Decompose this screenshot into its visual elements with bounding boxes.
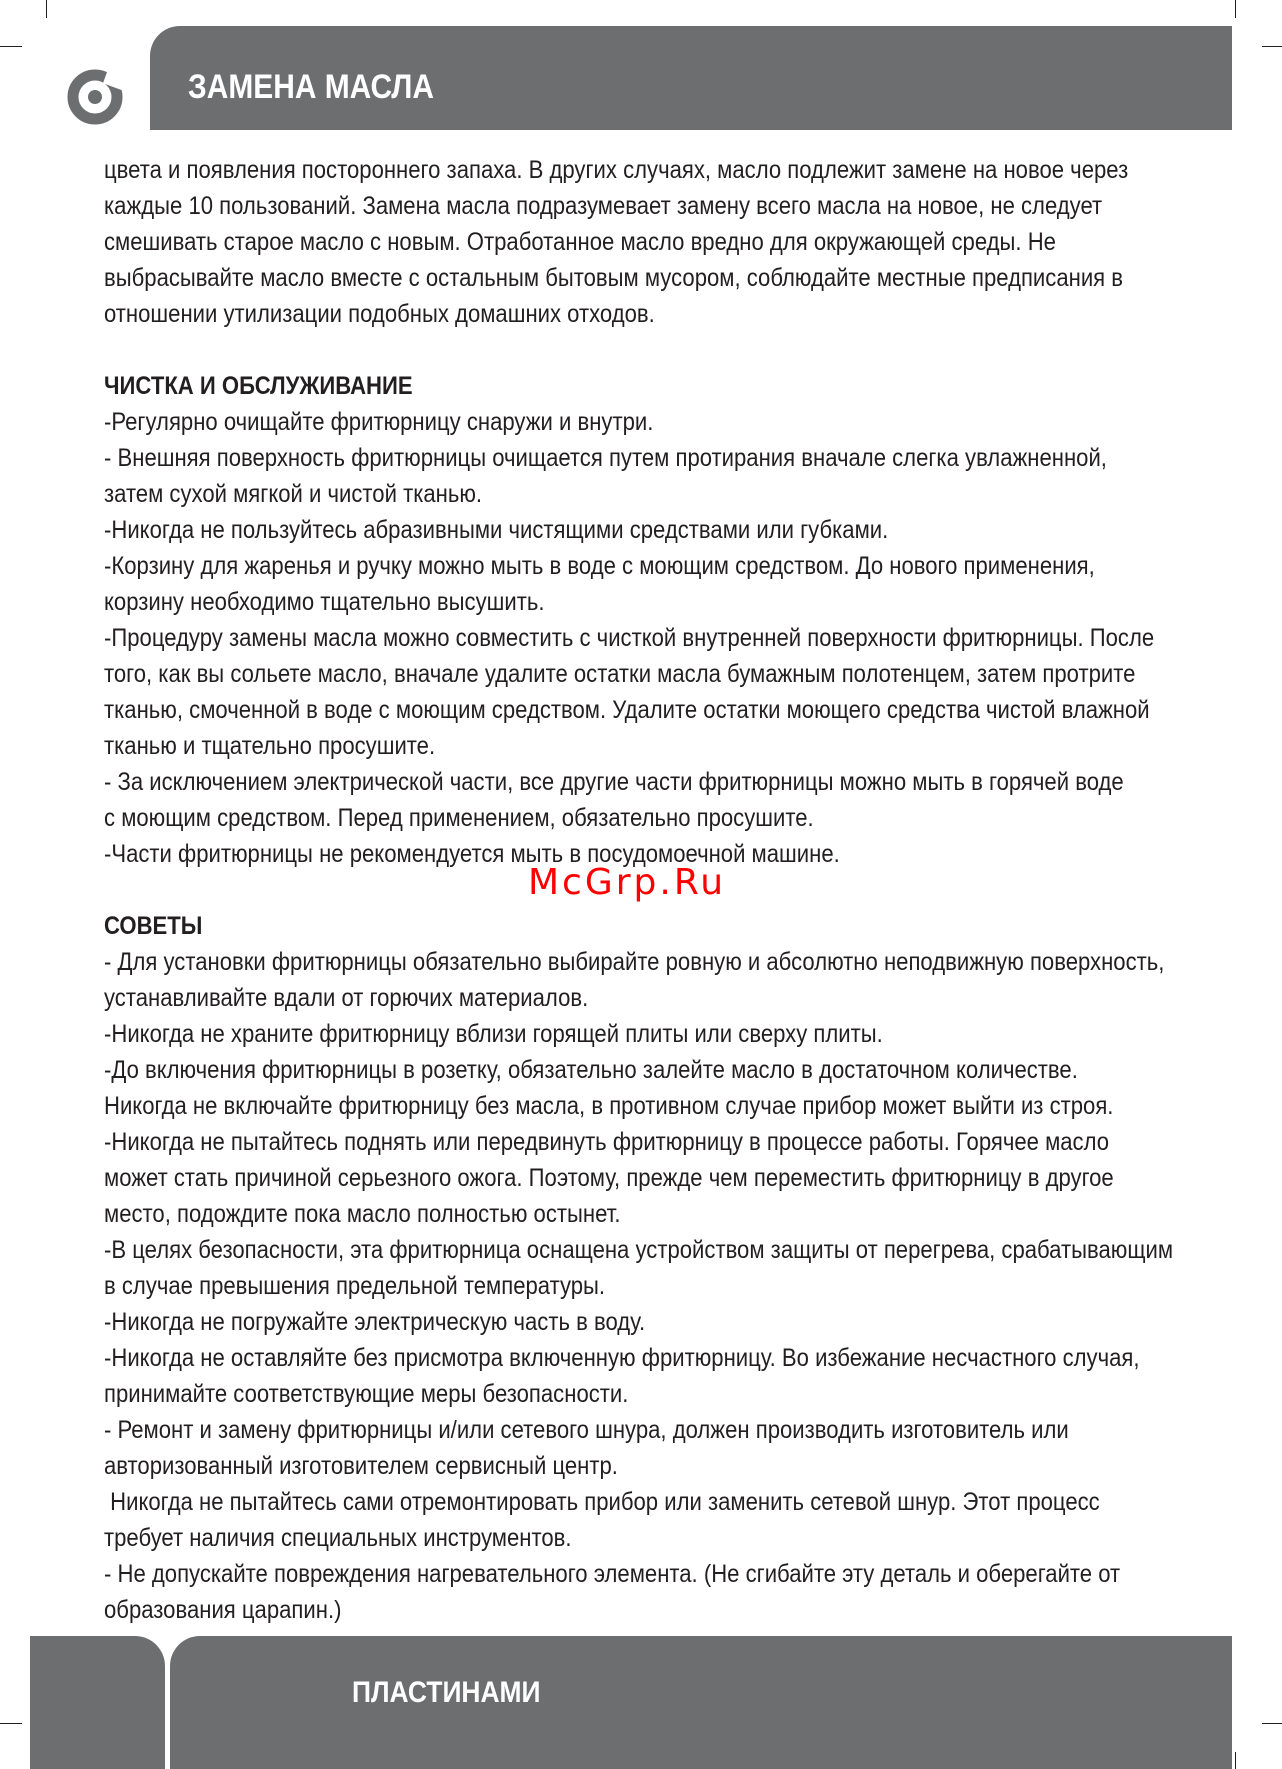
- cleaning-line: затем сухой мягкой и чистой тканью.: [104, 480, 483, 508]
- intro-line: каждые 10 пользований. Замена масла подразумевает замену всего масла на новое, не следует: [104, 192, 1103, 220]
- tips-line: -Никогда не пытайтесь поднять или передвинуть фритюрницу в процессе работы. Горячее масло: [104, 1128, 1110, 1156]
- tips-line: - Ремонт и замену фритюрницы и/или сетевого шнура, должен производить изготовитель или: [104, 1416, 1069, 1444]
- tips-line: -Никогда не погружайте электрическую часть в воду.: [104, 1308, 646, 1336]
- tips-line: Никогда не включайте фритюрницу без масла, в противном случае прибор может выйти из строя.: [104, 1092, 1114, 1120]
- tips-line: -В целях безопасности, эта фритюрница оснащена устройством защиты от перегрева, срабатывающим: [104, 1236, 1174, 1264]
- tips-line: -Никогда не оставляйте без присмотра включенную фритюрницу. Во избежание несчастного случая,: [104, 1344, 1140, 1372]
- tips-line: авторизованный изготовителем сервисный центр.: [104, 1452, 618, 1480]
- crop-mark: [1235, 1752, 1236, 1769]
- cleaning-line: того, как вы сольете масло, вначале удалите остатки масла бумажным полотенцем, затем протрите: [104, 660, 1136, 688]
- brand-logo-icon: [62, 64, 128, 130]
- tips-line: принимайте соответствующие меры безопасности.: [104, 1380, 629, 1408]
- crop-mark: [1235, 0, 1236, 18]
- intro-line: отношении утилизации подобных домашних отходов.: [104, 300, 655, 328]
- cleaning-line: -Никогда не пользуйтесь абразивными чистящими средствами или губками.: [104, 516, 889, 544]
- footer-page-tab: [30, 1636, 165, 1769]
- cleaning-heading: ЧИСТКА И ОБСЛУЖИВАНИЕ: [104, 372, 413, 400]
- footer-bar: [170, 1636, 1232, 1769]
- crop-mark: [0, 46, 22, 47]
- cleaning-line: -Части фритюрницы не рекомендуется мыть в посудомоечной машине.: [104, 840, 840, 868]
- crop-mark: [1262, 1723, 1282, 1724]
- tips-line: требует наличия специальных инструментов.: [104, 1524, 572, 1552]
- crop-mark: [1262, 46, 1282, 47]
- cleaning-line: -Процедуру замены масла можно совместить с чисткой внутренней поверхности фритюрницы. После: [104, 624, 1155, 652]
- cleaning-line: тканью и тщательно просушите.: [104, 732, 436, 760]
- tips-line: -Никогда не храните фритюрницу вблизи горящей плиты или сверху плиты.: [104, 1020, 883, 1048]
- cleaning-line: тканью, смоченной в воде с моющим средством. Удалите остатки моющего средства чистой влажной: [104, 696, 1150, 724]
- tips-line: - Не допускайте повреждения нагревательного элемента. (Не сгибайте эту деталь и оберегайте от: [104, 1560, 1121, 1588]
- intro-line: цвета и появления постороннего запаха. В других случаях, масло подлежит замене на новое через: [104, 156, 1129, 184]
- crop-mark: [46, 0, 47, 18]
- section-gap: [104, 332, 1156, 368]
- cleaning-line: - За исключением электрической части, все другие части фритюрницы можно мыть в горячей воде: [104, 768, 1124, 796]
- tips-line: место, подождите пока масло полностью остынет.: [104, 1200, 621, 1228]
- cleaning-line: с моющим средством. Перед применением, обязательно просушите.: [104, 804, 814, 832]
- tips-line: в случае превышения предельной температуры.: [104, 1272, 606, 1300]
- crop-mark: [0, 1723, 22, 1724]
- watermark-text[interactable]: McGrp.Ru: [528, 862, 727, 903]
- cleaning-line: корзину необходимо тщательно высушить.: [104, 588, 545, 616]
- tips-line: устанавливайте вдали от горючих материалов.: [104, 984, 589, 1012]
- intro-line: выбрасывайте масло вместе с остальным бытовым мусором, соблюдайте местные предписания в: [104, 264, 1124, 292]
- cleaning-line: -Корзину для жаренья и ручку можно мыть в воде с моющим средством. До нового применения,: [104, 552, 1095, 580]
- page-title: ЗАМЕНА МАСЛА: [188, 68, 435, 106]
- tips-line: образования царапин.): [104, 1596, 342, 1624]
- tips-heading: СОВЕТЫ: [104, 912, 203, 940]
- intro-line: смешивать старое масло с новым. Отработанное масло вредно для окружающей среды. Не: [104, 228, 1056, 256]
- cleaning-line: -Регулярно очищайте фритюрницу снаружи и внутри.: [104, 408, 654, 436]
- tips-line: Никогда не пытайтесь сами отремонтировать прибор или заменить сетевой шнур. Этот процесс: [104, 1488, 1100, 1516]
- cleaning-line: - Внешняя поверхность фритюрницы очищается путем протирания вначале слегка увлажненной,: [104, 444, 1107, 472]
- tips-line: - Для установки фритюрницы обязательно выбирайте ровную и абсолютно неподвижную поверхность,: [104, 948, 1165, 976]
- tips-line: может стать причиной серьезного ожога. Поэтому, прежде чем переместить фритюрницу в другое: [104, 1164, 1114, 1192]
- footer-title: ПЛАСТИНАМИ: [352, 1676, 541, 1709]
- tips-line: -До включения фритюрницы в розетку, обязательно залейте масло в достаточном количестве.: [104, 1056, 1078, 1084]
